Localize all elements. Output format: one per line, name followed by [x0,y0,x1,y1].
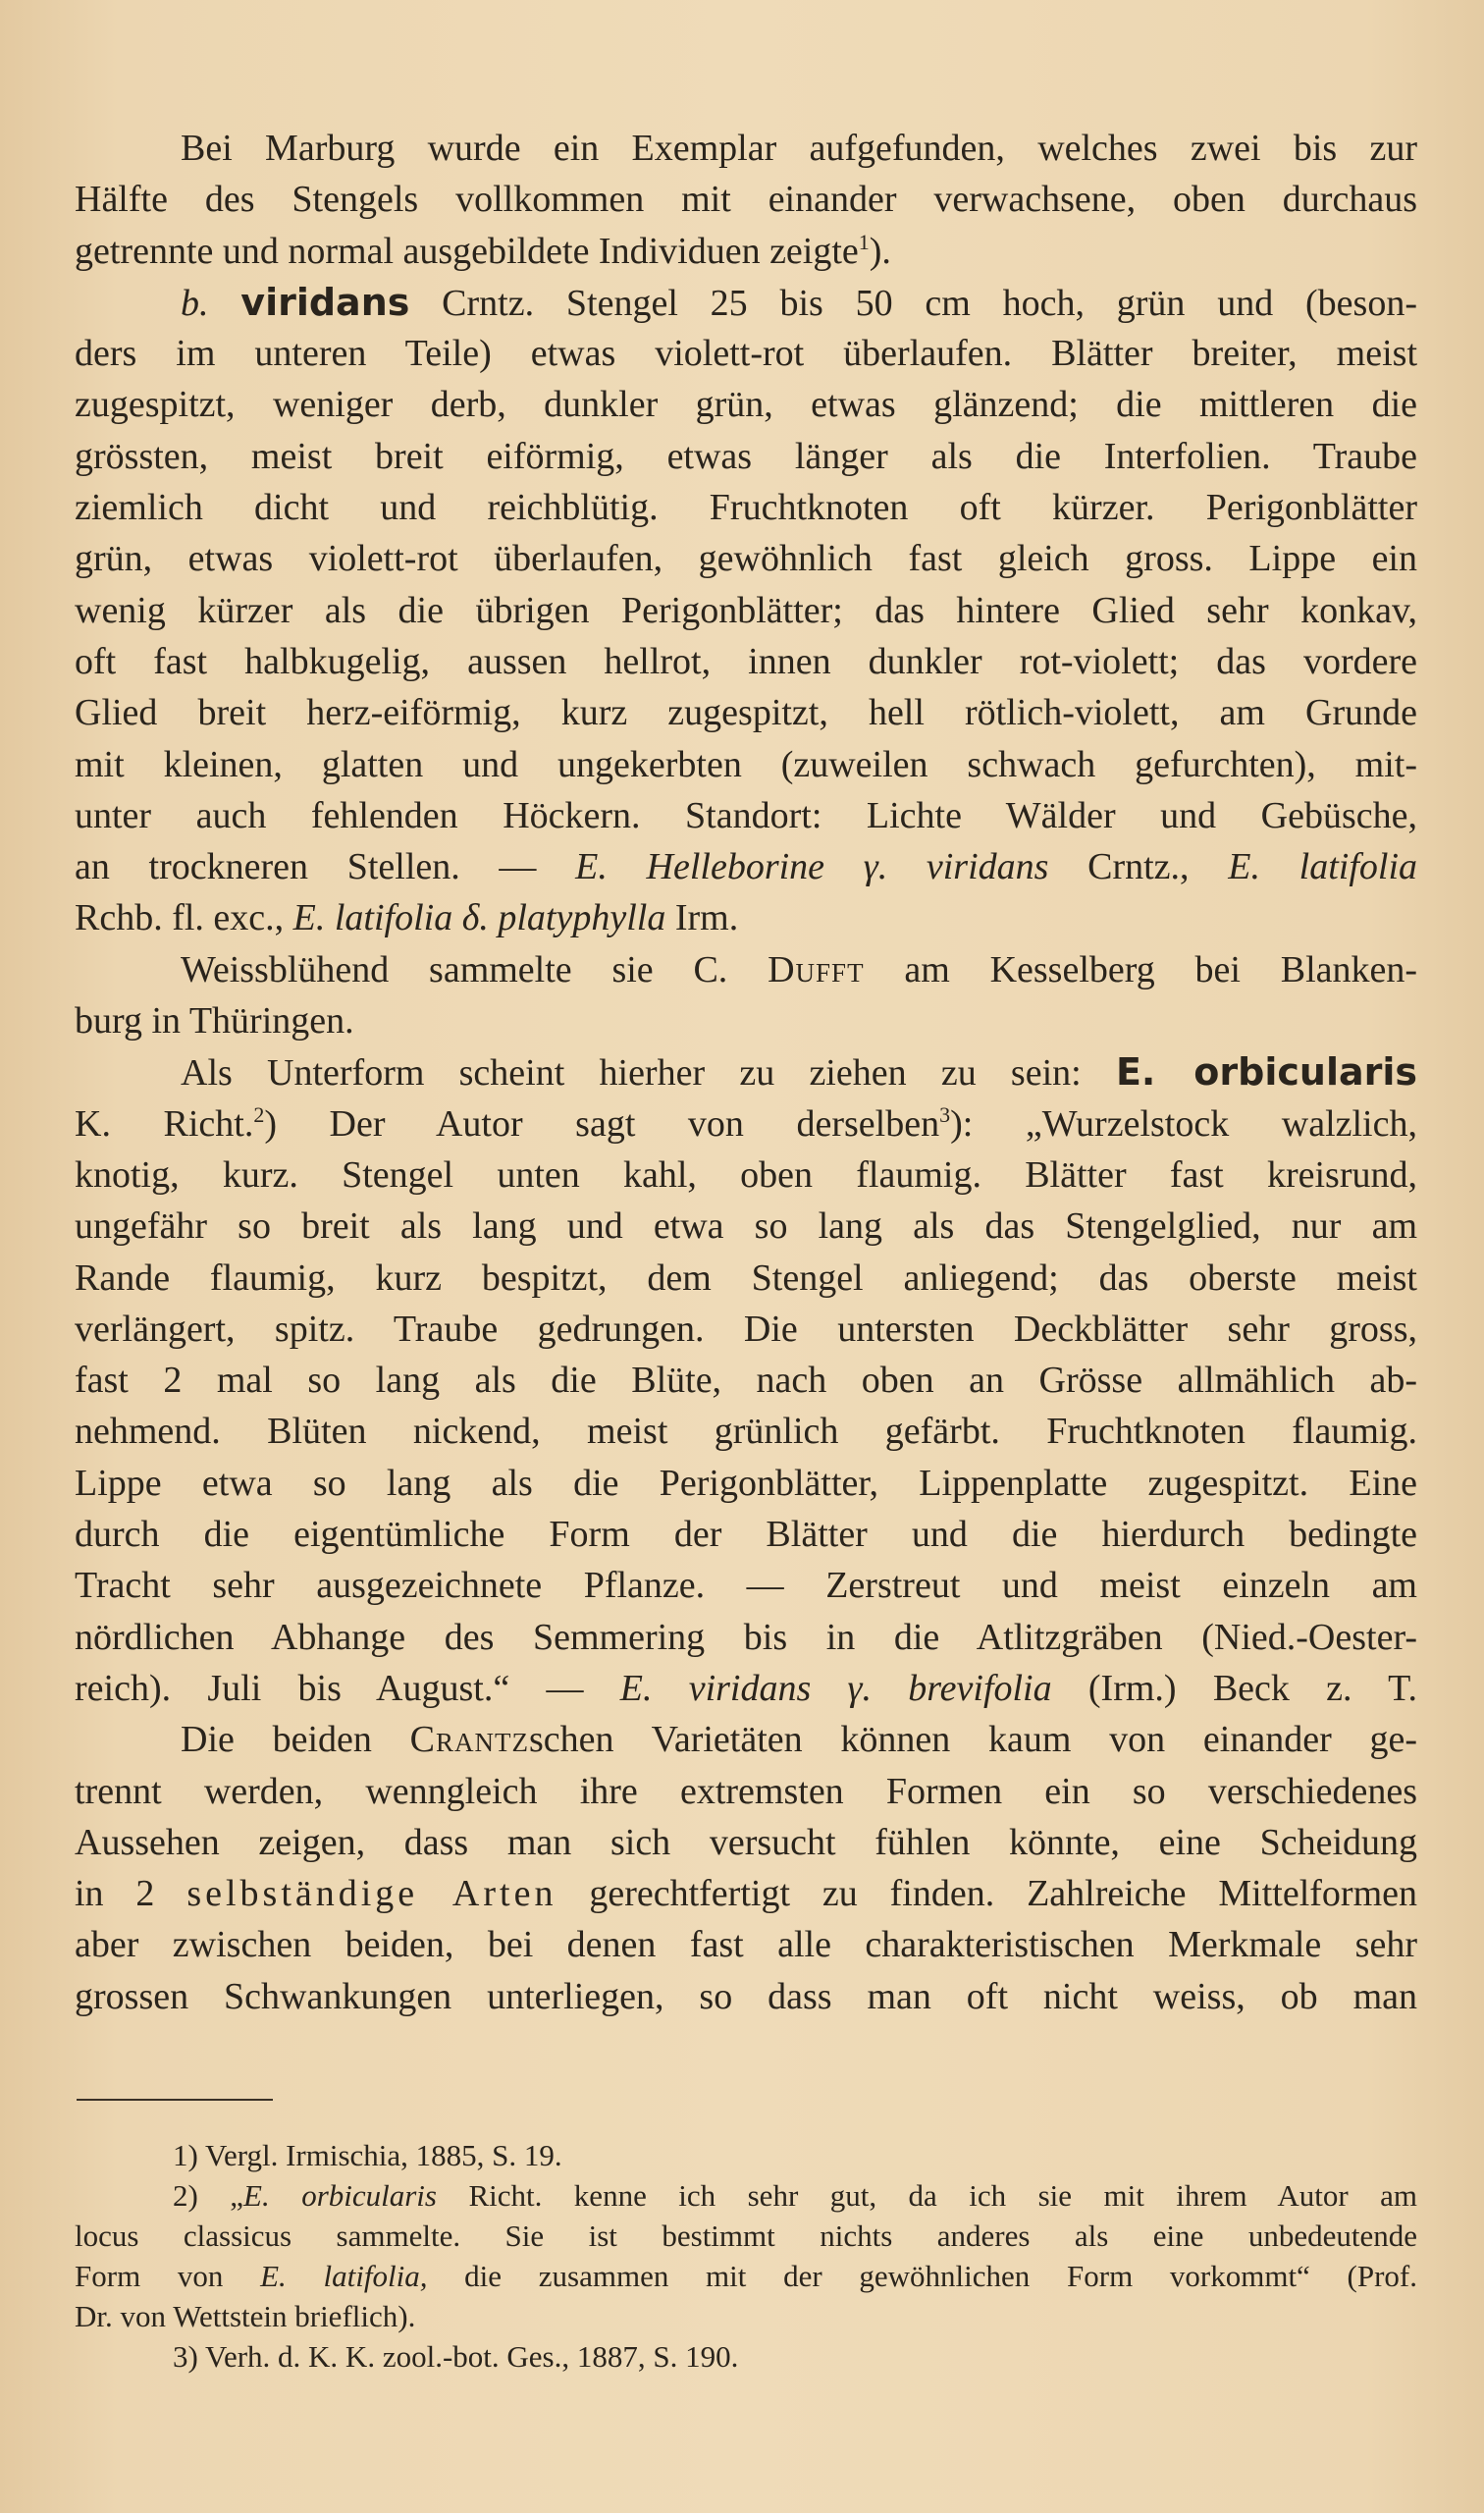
text-line-segment: E. latifolia δ. platyphylla [292,897,666,939]
footnote-line [75,2135,1417,2175]
text-line-segment: gerechtfertigt zu finden. Zahlreiche Mittelformen [556,1873,1417,1915]
footnotes [75,2135,1417,2377]
text-line-segment: Dufft [768,948,865,990]
footnote-line [75,2216,1417,2256]
text-line-segment: aber zwischen beiden, bei denen fast alle charakteristischen Merkmale sehr [75,1924,1417,1966]
text-line-segment: Rande flaumig, kurz bespitzt, dem Stengel anliegend; das oberste meist [75,1256,1417,1299]
text-line-segment: Rchb. fl. exc., [75,897,293,939]
text-line [75,687,1417,738]
text-line-segment: Die beiden [181,1719,410,1761]
text-line [75,123,1417,174]
text-line-segment: zugespitzt, weniger derb, dunkler grün, etwas glänzend; die mittleren die [75,384,1417,426]
text-line-segment: durch die eigentümliche Form der Blätter und die hierdurch bedingte [75,1514,1417,1556]
text-line-segment: wenig kürzer als die übrigen Perigonblätter; das hintere Glied sehr konkav, [75,589,1417,631]
text-line [75,1150,1417,1201]
text-line-segment: grössten, meist breit eiförmig, etwas länger als die Interfolien. Traube [75,435,1417,477]
footnote-line-segment: Form von [75,2259,261,2293]
text-line-segment: ). [869,230,891,272]
text-line-segment: oft fast halbkugelig, aussen hellrot, innen dunkler rot-violett; das vordere [75,640,1417,682]
text-line-segment: Hälfte des Stengels vollkommen mit einander verwachsene, oben durchaus [75,179,1417,221]
text-line-segment: E. viridans γ. brevifolia [619,1667,1052,1709]
footnote-line-segment: 3) Verh. d. K. K. zool.-bot. Ges., 1887, S. 190. [173,2339,739,2374]
text-line-segment: knotig, kurz. Stengel unten kahl, oben flaumig. Blätter fast kreisrund, [75,1153,1417,1196]
text-line-segment: ): „Wurzelstock walzlich, [950,1102,1417,1145]
text-line [75,328,1417,379]
text-line-segment: K. Richt. [75,1102,254,1145]
text-line [75,482,1417,533]
text-line [75,1355,1417,1406]
text-line-segment: Tracht sehr ausgezeichnete Pflanze. — Zerstreut und meist einzeln am [75,1565,1417,1607]
footnote-line-segment: Richt. kenne ich sehr gut, da ich sie mit ihrem Autor am [436,2178,1417,2213]
footnote-line [75,2296,1417,2336]
text-line [75,1817,1417,1868]
text-line [75,1201,1417,1252]
footnote-line [75,2175,1417,2216]
text-line-segment: an trockneren Stellen. — [75,846,576,888]
footnote-divider [77,2099,273,2101]
text-line-segment: Aussehen zeigen, dass man sich versucht fühlen könnte, eine Scheidung [75,1821,1417,1863]
text-line-segment: unter auch fehlenden Höckern. Standort: Lichte Wälder und Gebüsche, [75,794,1417,836]
text-line [75,790,1417,841]
text-line [75,1098,1417,1150]
text-line-segment: 1 [858,229,870,254]
text-line-segment: verlängert, spitz. Traube gedrungen. Die untersten Deckblätter sehr gross, [75,1308,1417,1350]
footnote-line [75,2336,1417,2377]
text-line-segment: in 2 [75,1873,187,1915]
text-line-segment: viridans [240,280,410,324]
text-line-segment: ungefähr so breit als lang und etwa so lang als das Stengelglied, nur am [75,1205,1417,1248]
text-line-segment: ziemlich dicht und reichblütig. Fruchtknoten oft kürzer. Perigonblätter [75,487,1417,529]
text-line-segment: reich). Juli bis August.“ — [75,1667,620,1709]
text-line [75,1406,1417,1457]
text-line [75,1971,1417,2022]
text-line-segment: E. orbicularis [1115,1050,1417,1095]
text-line [75,1612,1417,1663]
text-line [75,431,1417,482]
text-line-segment: Glied breit herz-eiförmig, kurz zugespitzt, hell rötlich-violett, am Grunde [75,692,1417,734]
text-line [75,277,1417,328]
text-line [75,1304,1417,1355]
text-line-segment: E. latifolia [1228,846,1417,888]
text-line [75,1714,1417,1765]
text-line [75,1919,1417,1970]
text-line-segment: fast 2 mal so lang als die Blüte, nach oben an Grösse allmählich ab- [75,1360,1417,1402]
text-line [75,841,1417,892]
text-line [75,1766,1417,1817]
text-line-segment: Crntz. Stengel 25 bis 50 cm hoch, grün und (beson- [409,282,1417,324]
text-line [75,739,1417,790]
text-line-segment: ) Der Autor sagt von derselben [264,1102,940,1145]
text-line-segment: burg in Thüringen. [75,1000,354,1043]
text-line [75,944,1417,995]
footnote-line [75,2256,1417,2296]
footnote-line-segment: die zusammen mit der gewöhnlichen Form vorkommt“ (Prof. [427,2259,1417,2293]
text-line-segment: Lippe etwa so lang als die Perigonblätter, Lippenplatte zugespitzt. Eine [75,1462,1417,1504]
text-line-segment: Irm. [665,897,739,939]
text-line-segment: grün, etwas violett-rot überlaufen, gewöhnlich fast gleich gross. Lippe ein [75,538,1417,580]
text-line-segment: Bei Marburg wurde ein Exemplar aufgefunden, welches zwei bis zur [181,128,1417,169]
text-line-segment: Weissblühend sammelte sie C. [181,948,768,990]
footnote-line-segment: 1) Vergl. Irmischia, 1885, S. 19. [173,2138,562,2172]
text-line-segment: Als Unterform scheint hierher zu ziehen zu sein: [181,1052,1116,1095]
text-line-segment: schen Varietäten können kaum von einander ge- [529,1719,1418,1761]
main-text [75,123,1417,2022]
text-line [75,1868,1417,1919]
text-line-segment: 2 [253,1101,265,1127]
footnote-line-segment: Dr. von Wettstein brieflich). [75,2299,416,2333]
text-line [75,892,1417,943]
text-line-segment: Crantz [409,1719,530,1761]
footnote-line-segment: E. orbicularis [243,2178,437,2213]
text-line [75,585,1417,636]
text-line-segment: selbständige Arten [186,1873,557,1915]
text-line-segment: mit kleinen, glatten und ungekerbten (zuweilen schwach gefurchten), mit- [75,743,1417,785]
footnote-line-segment: locus classicus sammelte. Sie ist bestimmt nichts anderes als eine unbedeutende [75,2219,1417,2253]
footnote-line-segment: E. latifolia, [260,2259,428,2293]
footnote-line-segment: 2) „ [173,2178,244,2213]
text-line [75,1560,1417,1611]
text-line-segment: 3 [939,1101,951,1127]
text-line [75,174,1417,225]
text-line [75,1663,1417,1714]
text-line-segment: Crntz., [1048,846,1229,888]
text-line [75,1253,1417,1304]
text-line [75,1458,1417,1509]
text-line [75,379,1417,430]
text-line [75,1509,1417,1560]
text-line-segment: (Irm.) Beck z. T. [1051,1667,1418,1709]
text-line-segment: nehmend. Blüten nickend, meist grünlich gefärbt. Fruchtknoten flaumig. [75,1411,1417,1453]
text-line-segment: trennt werden, wenngleich ihre extremsten Formen ein so verschiedenes [75,1770,1417,1812]
text-line [75,1046,1417,1097]
text-line [75,995,1417,1046]
text-line-segment: E. Helleborine γ. viridans [575,846,1049,888]
text-line [75,636,1417,687]
text-line-segment: grossen Schwankungen unterliegen, so dass man oft nicht weiss, ob man [75,1975,1417,2017]
text-line [75,533,1417,584]
text-line-segment: b. [181,282,241,324]
text-line-segment: am Kesselberg bei Blanken- [864,948,1418,990]
text-line [75,226,1417,277]
text-line-segment: ders im unteren Teile) etwas violett-rot überlaufen. Blätter breiter, meist [75,333,1417,375]
text-line-segment: nördlichen Abhange des Semmering bis in die Atlitzgräben (Nied.-Oester- [75,1616,1417,1658]
text-line-segment: getrennte und normal ausgebildete Individuen zeigte [75,230,859,272]
